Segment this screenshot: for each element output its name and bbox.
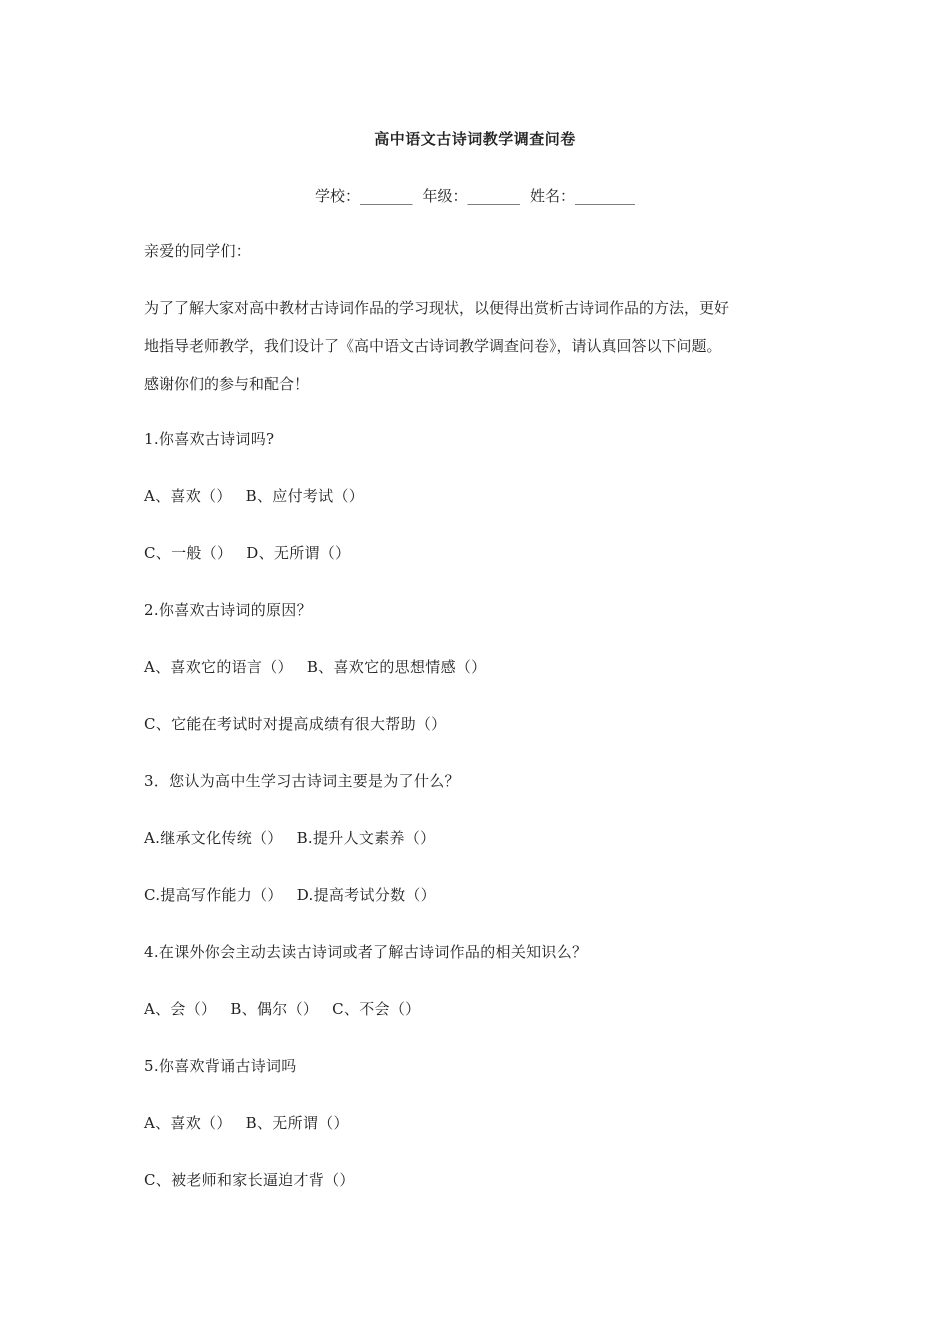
question-4-options-row — [144, 999, 420, 1019]
option: A.继承文化传统（） — [144, 829, 283, 847]
option: B、应付考试（） — [245, 487, 365, 505]
intro-line: 地指导老师教学，我们设计了《高中语文古诗词教学调查问卷》，请认真回答以下问题。 — [144, 337, 722, 355]
option: A、喜欢它的语言（） — [144, 658, 293, 676]
question-3-options-row — [144, 885, 436, 905]
option: B.提升人文素养（） — [296, 829, 436, 847]
intro-line: 感谢你们的参与和配合！ — [144, 375, 310, 393]
info-line — [0, 185, 950, 207]
question-3-options-row — [144, 828, 435, 848]
name-field: 姓名：________ — [530, 187, 636, 205]
question-5-options-row — [144, 1170, 355, 1190]
question-1-options-row — [144, 543, 350, 563]
option: B、偶尔（） — [230, 1000, 319, 1018]
question-1-options-row — [144, 486, 364, 506]
question-2-options-row — [144, 714, 446, 734]
option: A、喜欢（） — [144, 487, 232, 505]
question-3: 3．您认为高中生学习古诗词主要是为了什么？ — [144, 772, 460, 790]
intro-line: 为了了解大家对高中教材古诗词作品的学习现状，以便得出赏析古诗词作品的方法，更好 — [144, 299, 730, 317]
option: B、无所谓（） — [245, 1114, 349, 1132]
grade-field: 年级：_______ — [422, 187, 520, 205]
option: C、它能在考试时对提高成绩有很大帮助（） — [144, 715, 447, 733]
document-title: 高中语文古诗词教学调查问卷 — [374, 130, 576, 148]
question-4: 4.在课外你会主动去读古诗词或者了解古诗词作品的相关知识么？ — [144, 943, 588, 961]
school-field: 学校：_______ — [314, 187, 413, 205]
question-2-options-row — [144, 657, 486, 677]
question-2: 2.你喜欢古诗词的原因？ — [144, 601, 312, 619]
option: C.提高写作能力（） — [144, 886, 283, 904]
option: A、会（） — [144, 1000, 217, 1018]
option: C、一般（） — [144, 544, 233, 562]
greeting: 亲爱的同学们： — [144, 242, 252, 260]
option: C、被老师和家长逼迫才背（） — [144, 1171, 355, 1189]
option: B、喜欢它的思想情感（） — [306, 658, 487, 676]
option: D、无所谓（） — [246, 544, 351, 562]
option: A、喜欢（） — [144, 1114, 232, 1132]
intro-paragraph — [144, 296, 809, 417]
question-5: 5.你喜欢背诵古诗词吗 — [144, 1057, 297, 1075]
option: C、不会（） — [332, 1000, 421, 1018]
question-5-options-row — [144, 1113, 349, 1133]
question-1: 1.你喜欢古诗词吗? — [144, 430, 275, 448]
option: D.提高考试分数（） — [296, 886, 436, 904]
